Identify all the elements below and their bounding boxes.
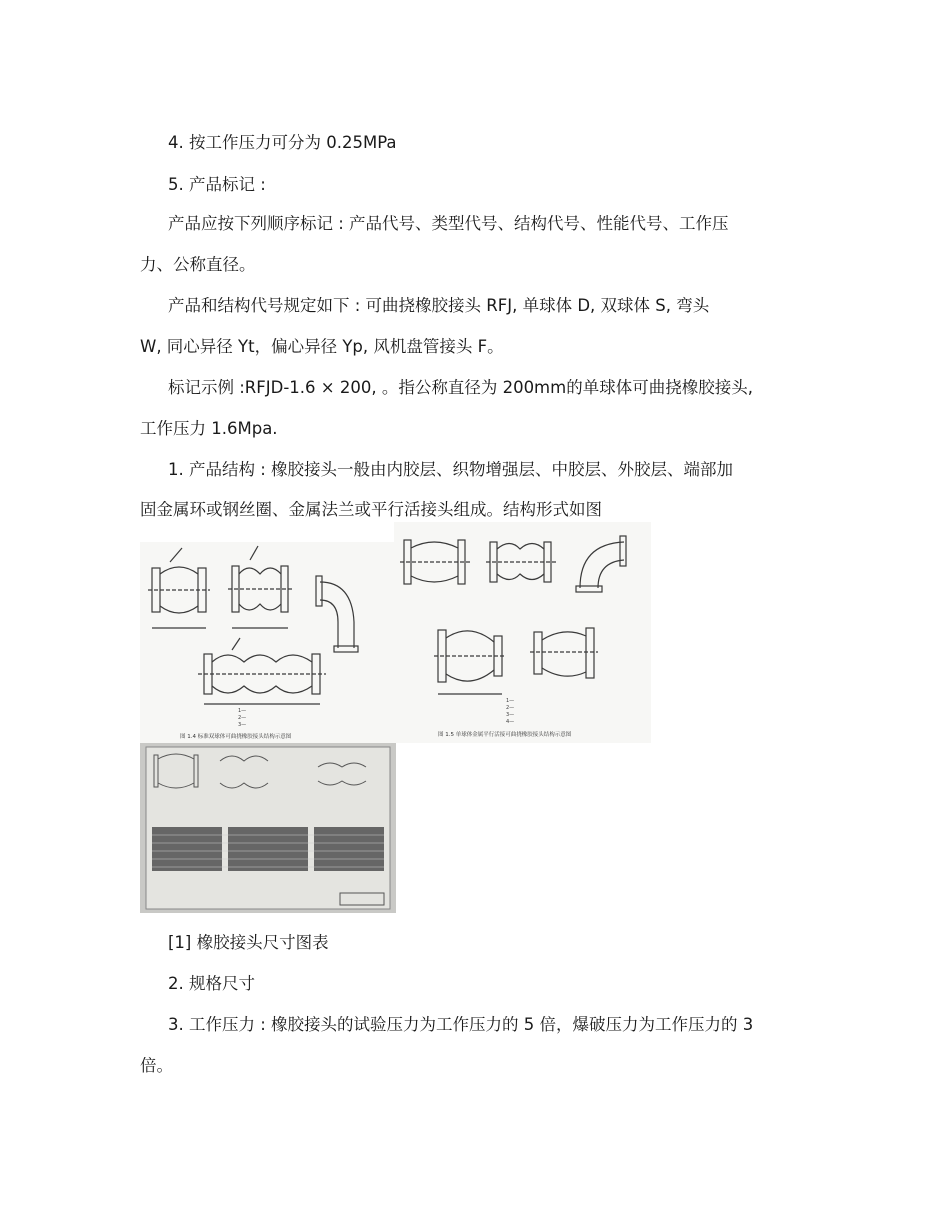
joint-drawing-right — [394, 522, 651, 743]
text-line: 4. 按工作压力可分为 0.25MPa — [168, 133, 397, 152]
svg-text:3—: 3— — [238, 722, 247, 728]
scanned-table-drawing — [140, 743, 396, 913]
svg-text:2—: 2— — [506, 705, 515, 711]
text-line: 1. 产品结构 : 橡胶接头一般由内胶层、织物增强层、中胶层、外胶层、端部加 — [168, 460, 734, 479]
figure-caption-right: 图 1.5 单球体金属平行活接可曲挠橡胶接头结构示意图 — [438, 732, 572, 738]
text-line: W, 同心异径 Yt，偏心异径 Yp, 风机盘管接头 F。 — [140, 337, 504, 356]
text-line: 产品和结构代号规定如下 : 可曲挠橡胶接头 RFJ, 单球体 D, 双球体 S, 弯头 — [168, 296, 710, 315]
text-line: 5. 产品标记 : — [168, 175, 266, 194]
figure-structure-left — [140, 542, 394, 743]
figure-caption: [1] 橡胶接头尺寸图表 — [168, 933, 329, 952]
figure-structure-right — [394, 522, 651, 743]
text-line: 固金属环或钢丝圈、金属法兰或平行活接头组成。结构形式如图 — [140, 500, 602, 519]
text-line: 标记示例 :RFJD-1.6 × 200, 。指公称直径为 200mm的单球体可曲挠橡胶接头, — [168, 378, 753, 397]
svg-text:2—: 2— — [238, 715, 247, 721]
svg-text:1—: 1— — [238, 708, 247, 714]
figure-caption-left: 图 1.4 标准双球体可曲挠橡胶接头结构示意图 — [180, 734, 292, 740]
svg-text:3—: 3— — [506, 712, 515, 718]
svg-text:4—: 4— — [506, 719, 515, 725]
text-line: 倍。 — [140, 1056, 173, 1075]
figure-dimension-table-scan — [140, 743, 396, 913]
text-line: 2. 规格尺寸 — [168, 974, 255, 993]
svg-text:1—: 1— — [506, 698, 515, 704]
text-line: 力、公称直径。 — [140, 255, 256, 274]
joint-drawing-left — [140, 542, 394, 743]
text-line: 产品应按下列顺序标记 : 产品代号、类型代号、结构代号、性能代号、工作压 — [168, 214, 729, 233]
text-line: 工作压力 1.6Mpa. — [140, 419, 278, 438]
text-line: 3. 工作压力 : 橡胶接头的试验压力为工作压力的 5 倍，爆破压力为工作压力的 3 — [168, 1015, 754, 1034]
